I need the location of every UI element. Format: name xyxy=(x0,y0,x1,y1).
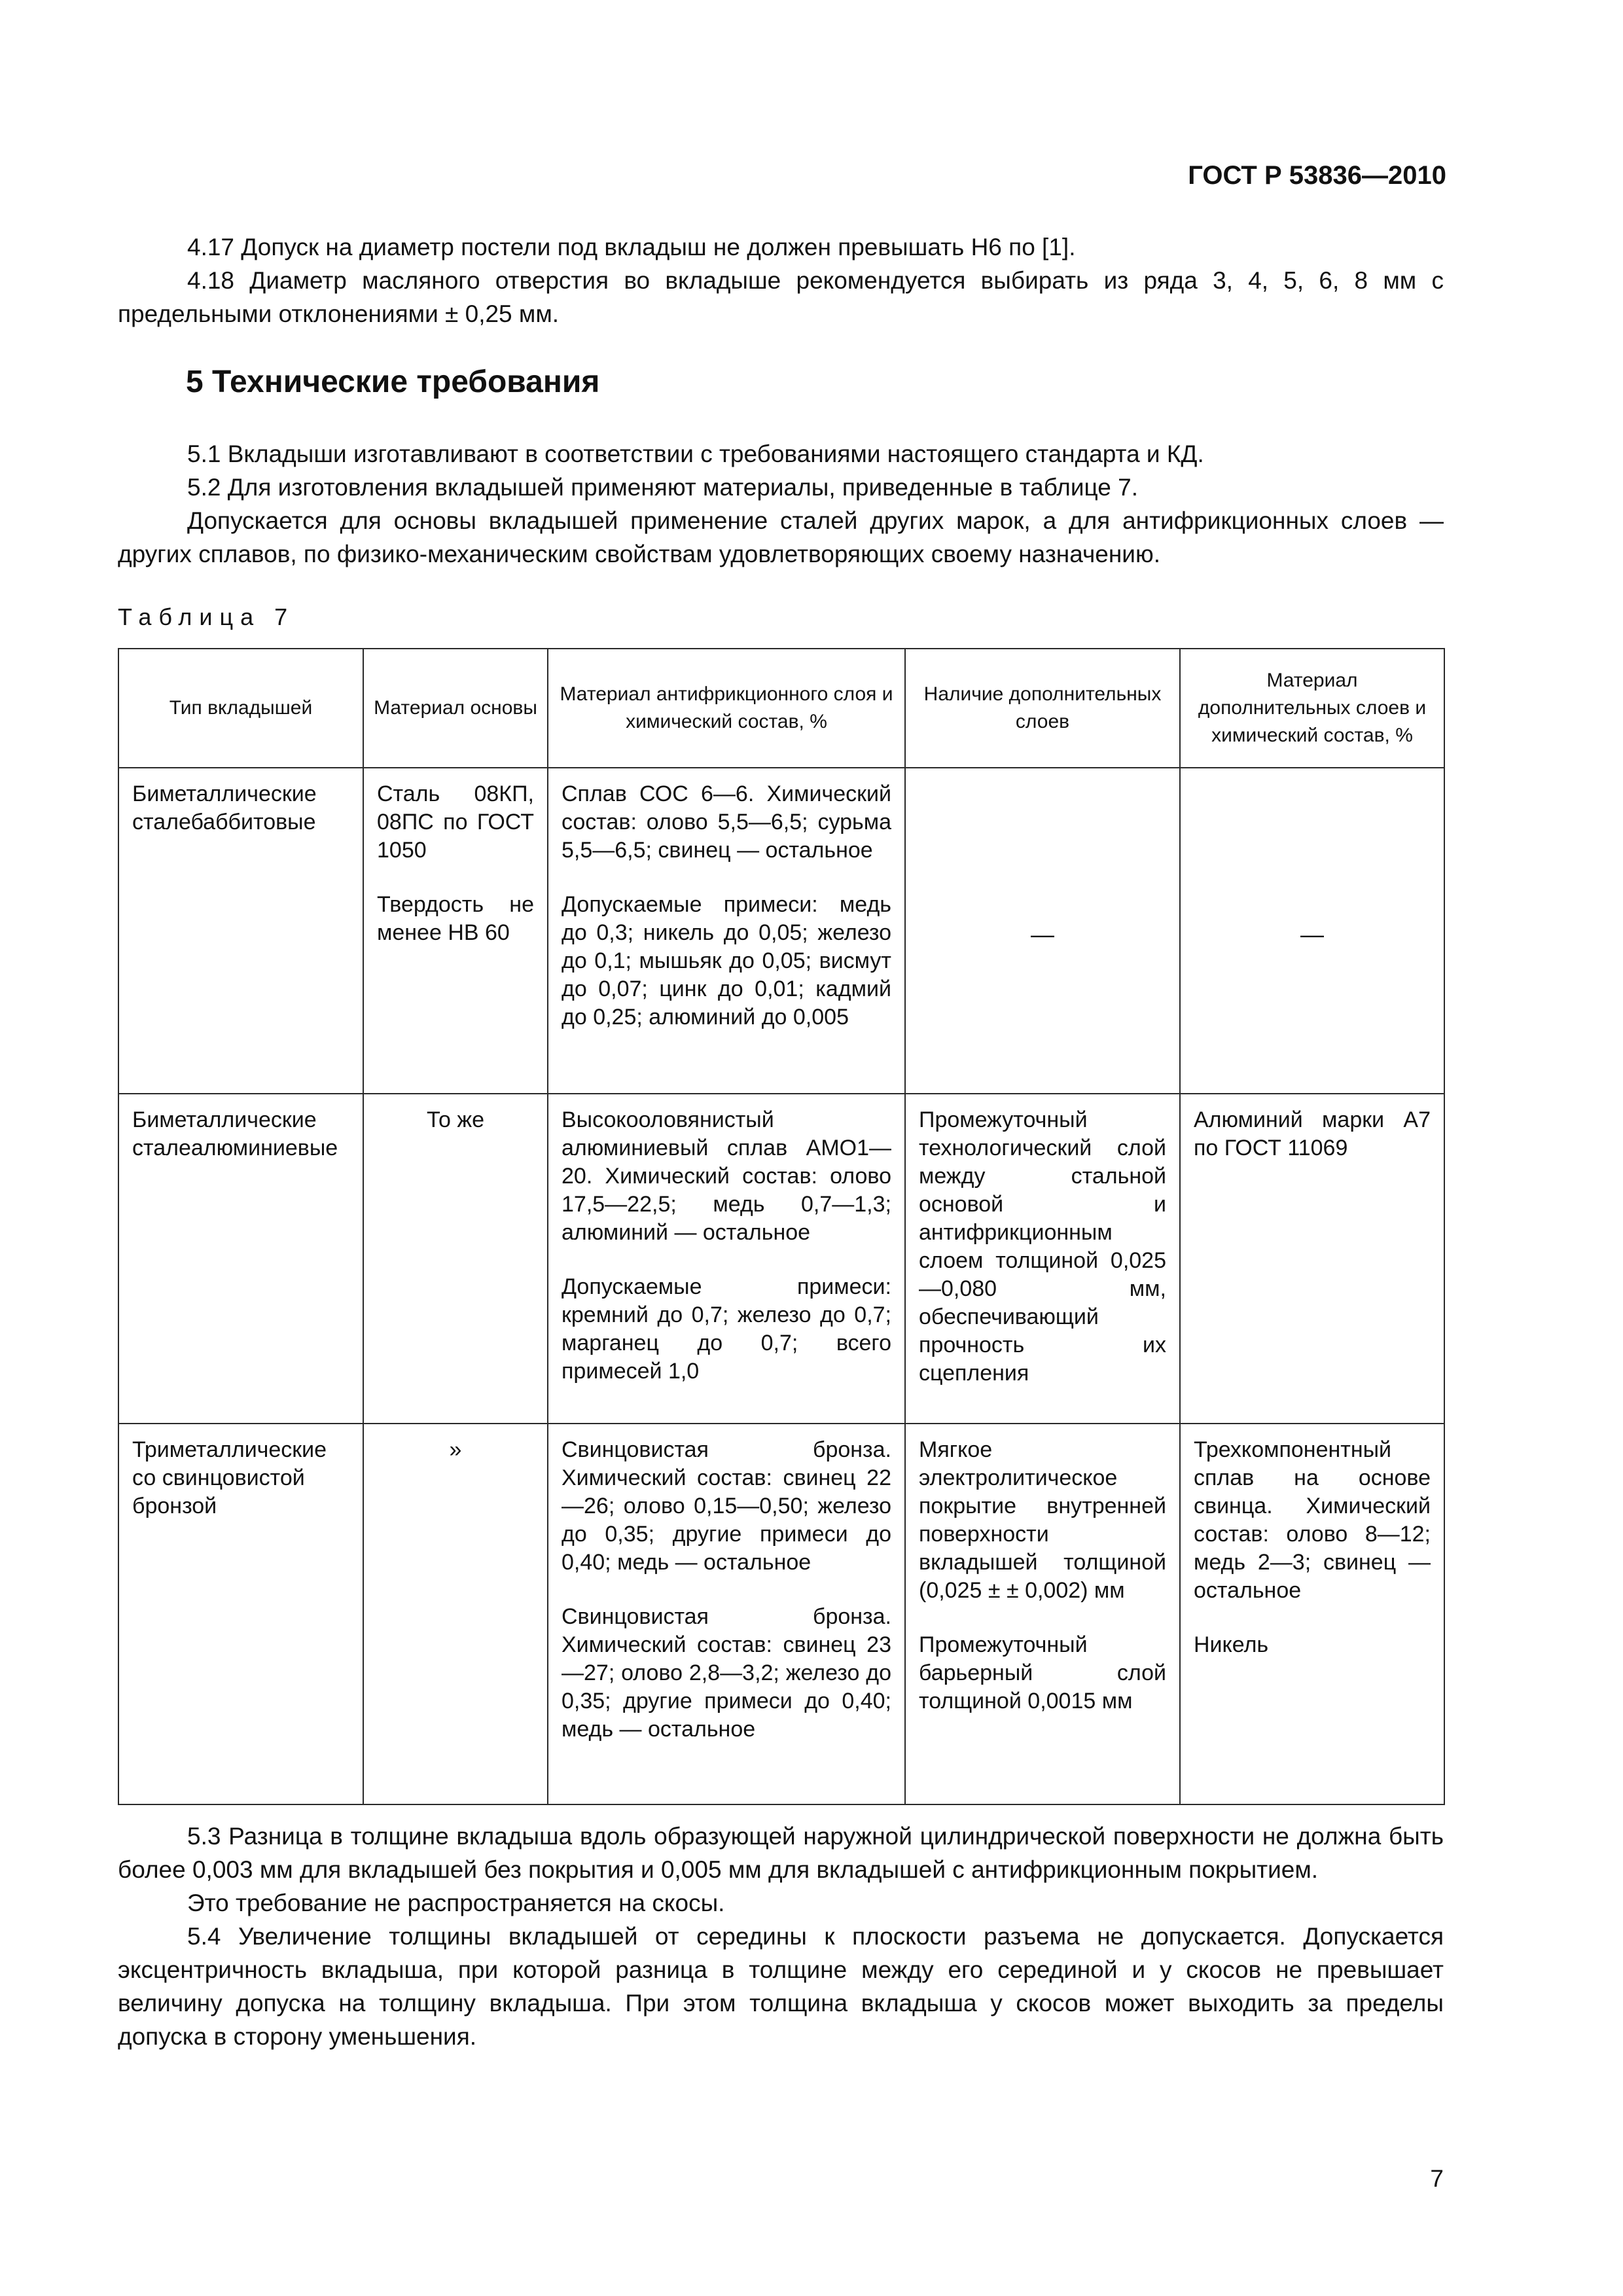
cell-base: » xyxy=(363,1424,548,1804)
table-row xyxy=(118,1094,1444,1424)
materials-table xyxy=(118,648,1445,1805)
after-table-text xyxy=(118,1820,1444,2053)
cell-base: То же xyxy=(363,1094,548,1424)
cell-type: Биметаллические сталебаббитовые xyxy=(118,768,363,1094)
cell-type: Триметаллические со свинцовистой бронзой xyxy=(118,1424,363,1804)
cell-type: Биметаллические сталеалюминиевые xyxy=(118,1094,363,1424)
paragraph-5-3: 5.3 Разница в толщине вкладыша вдоль образующей наружной цилиндрической поверхности не должна быть более 0,003 мм для вкладышей без покрытия и 0,005 мм для вкладышей с антифрикционным покрытием. xyxy=(118,1823,1444,1883)
header-antifriction-material: Материал антифрикционного слоя и химический состав, % xyxy=(548,649,905,768)
paragraph-4-17: 4.17 Допуск на диаметр постели под вкладыш не должен превышать Н6 по [1]. xyxy=(187,234,1076,260)
header-base-material: Материал основы xyxy=(363,649,548,768)
cell-antifriction: Высокооловянистый алюминиевый сплав АМО1—20. Химический состав: олово 17,5—22,5; медь 0,7—1,3; алюминий — остальное Допускаемые примеси: кремний до 0,7; железо до 0,7; марганец до 0,7; всего примесей 1,0 xyxy=(548,1094,905,1424)
cell-additional-material: Алюминий марки А7 по ГОСТ 11069 xyxy=(1180,1094,1444,1424)
cell-additional-layers: — xyxy=(905,768,1180,1094)
table-row xyxy=(118,768,1444,1094)
page-number: 7 xyxy=(1430,2165,1444,2192)
table-row xyxy=(118,1424,1444,1804)
paragraph-5-2: 5.2 Для изготовления вкладышей применяют материалы, приведенные в таблице 7. xyxy=(187,474,1138,501)
cell-antifriction: Свинцовистая бронза. Химический состав: свинец 22—26; олово 0,15—0,50; железо до 0,35; другие примеси до 0,40; медь — остальное Свинцовистая бронза. Химический состав: свинец 23—27; олово 2,8—3,2; железо до 0,35; другие примеси до 0,40; медь — остальное xyxy=(548,1424,905,1804)
header-type: Тип вкладышей xyxy=(118,649,363,768)
standard-number: ГОСТ Р 53836—2010 xyxy=(1188,161,1446,190)
table-header-row xyxy=(118,649,1444,768)
paragraph-5-4: 5.4 Увеличение толщины вкладышей от середины к плоскости разъема не допускается. Допускается эксцентричность вкладыша, при которой разница в толщине между его серединой и у скосов не превышает величину допуска на толщину вкладыша. При этом толщина вкладыша у скосов может выходить за пределы допуска в сторону уменьшения. xyxy=(118,1923,1444,2050)
section-heading: 5 Технические требования xyxy=(186,365,600,399)
cell-additional-material: Трехкомпонентный сплав на основе свинца. Химический состав: олово 8—12; медь 2—3; свинец — остальное Никель xyxy=(1180,1424,1444,1804)
header-additional-material: Материал дополнительных слоев и химический состав, % xyxy=(1180,649,1444,768)
paragraph-5-2-note: Допускается для основы вкладышей применение сталей других марок, а для антифрикционных слоев — других сплавов, по физико-механическим свойствам удовлетворяющих своему назначению. xyxy=(118,507,1444,567)
cell-additional-material: — xyxy=(1180,768,1444,1094)
paragraph-5-3-note: Это требование не распространяется на скосы. xyxy=(187,1890,725,1916)
paragraph-5-1: 5.1 Вкладыши изготавливают в соответствии с требованиями настоящего стандарта и КД. xyxy=(187,440,1204,467)
cell-additional-layers: Промежуточный технологический слой между стальной основой и антифрикционным слоем толщиной 0,025—0,080 мм, обеспечивающий прочность их сцепления xyxy=(905,1094,1180,1424)
cell-antifriction: Сплав СОС 6—6. Химический состав: олово 5,5—6,5; сурьма 5,5—6,5; свинец — остальное Допускаемые примеси: медь до 0,3; никель до 0,05; железо до 0,1; мышьяк до 0,05; висмут до 0,07; цинк до 0,01; кадмий до 0,25; алюминий до 0,005 xyxy=(548,768,905,1094)
cell-additional-layers: Мягкое электролитическое покрытие внутренней поверхности вкладышей толщиной (0,025 ± ± 0,002) мм Промежуточный барьерный слой толщиной 0,0015 мм xyxy=(905,1424,1180,1804)
intro-text xyxy=(118,230,1444,331)
paragraph-4-18: 4.18 Диаметр масляного отверстия во вкладыше рекомендуется выбирать из ряда 3, 4, 5, 6, 8 мм с предельными отклонениями ± 0,25 мм. xyxy=(118,267,1444,327)
cell-base: Сталь 08КП, 08ПС по ГОСТ 1050 Твердость не менее НВ 60 xyxy=(363,768,548,1094)
header-additional-layers: Наличие дополнительных слоев xyxy=(905,649,1180,768)
section-5-text xyxy=(118,437,1444,571)
table-caption: Таблица 7 xyxy=(118,603,295,630)
